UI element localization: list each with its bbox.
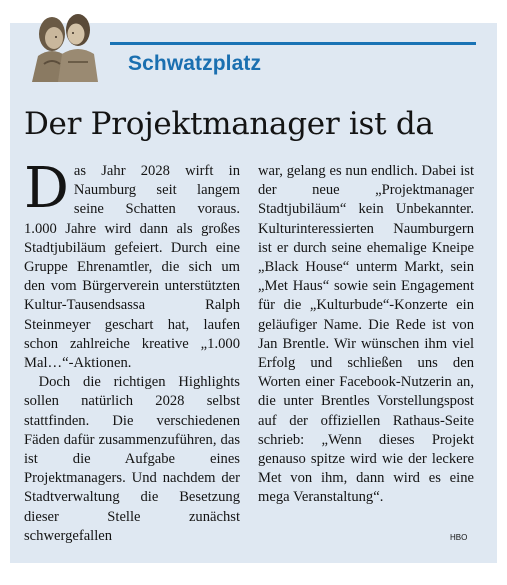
paragraph-1: as Jahr 2028 wirft in Naumburg seit langem seine Schatten voraus. 1.000 Jahre wird dann als großes Stadtjubiläum gefeiert. Durch eine Gruppe Ehrenamtler, die sich um den vom Bürgerverein unterstützten Kultur-Tausendsassa Ralph Steinmeyer geschart hat, laufen schon zahlreiche kreative „1.000 Mal…“-Aktionen. [24, 163, 240, 372]
headline: Der Projektmanager ist da [24, 106, 434, 142]
author-byline: HBO [450, 533, 468, 542]
article-column-right [258, 162, 474, 508]
drop-cap: D [24, 156, 69, 221]
section-rule [110, 42, 476, 45]
paragraph-2-continued: war, gelang es nun endlich. Dabei ist der neue „Projektmanager Stadtjubiläum“ kein Unbekannter. Kulturinteressierten Naumburgern ist er durch seine ehemalige Kneipe „Black House“ unterm Markt, sein „Met Haus“ sowie sein Engagement für die „Kulturbude“-Konzerte ein geläufiger Name. Die Rede ist von Jan Brentle. Wir wünschen ihm viel Erfolg und schließen uns den Worten einer Facebook-Nutzerin an, die unter Brentles Vorstellungspost auf der offiziellen Rathaus-Seite schrieb: „Wenn dieses Projekt genauso spitze wird wie der leckere Met von ihm, dann wird es eine mega Veranstaltung“. [258, 163, 474, 506]
gossip-women-logo [24, 4, 104, 82]
section-title: Schwatzplatz [128, 52, 262, 75]
paragraph-2: Doch die richtigen Highlights sollen natürlich 2028 selbst stattfinden. Die verschiedenen Fäden dafür zusammenzuführen, das ist die Aufgabe eines Projektmanagers. Und nachdem der Stadtverwaltung die Besetzung dieser Stelle zunächst schwergefallen [24, 374, 240, 544]
article-column-left [24, 156, 240, 546]
